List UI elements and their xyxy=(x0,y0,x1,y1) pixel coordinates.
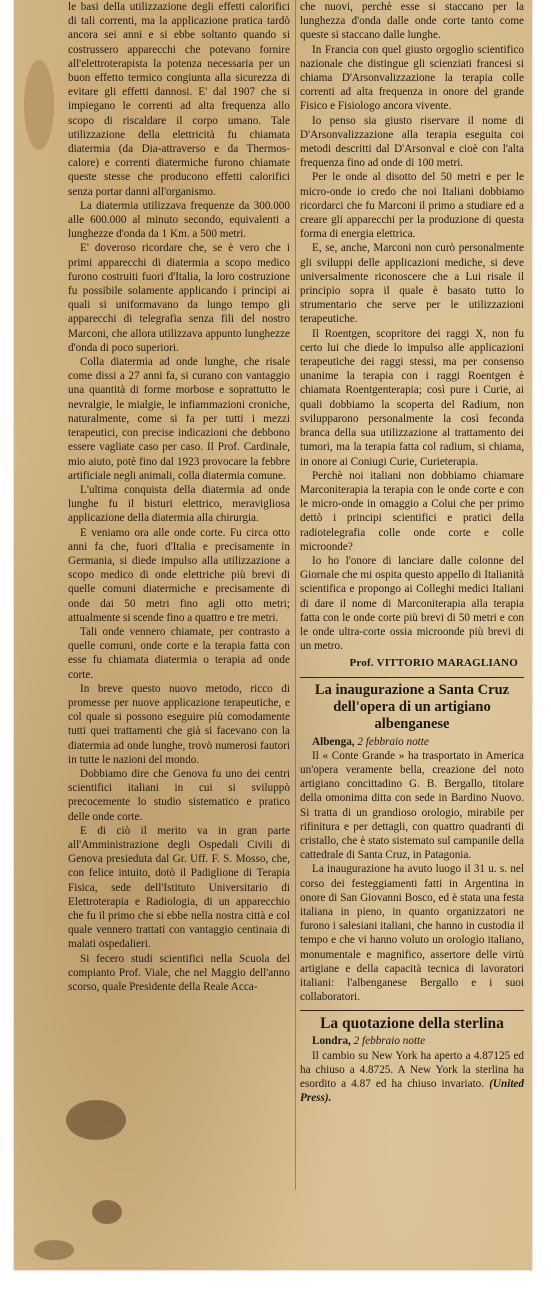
paragraph: che nuovi, perchè esse si staccano per la lunghezza d'onda dalle onde corte tanto come queste si staccano dalle lunghe. xyxy=(300,1,524,42)
dateline-paragraph xyxy=(300,1034,524,1048)
dateline-paragraph xyxy=(300,735,524,749)
paragraph: le basi della utilizzazione degli effetti calorifici di tali correnti, ma la applicazione pratica tardò ancora sei anni e si ebbe soltanto quando si costrussero apparecchi che potevano fornire all'elettroterapista la potenza necessaria per un buon effetto termico congiunta alla sicurezza di evitare gli effetti dannosi. E' dal 1907 che si impiegano le correnti ad alta frequenza allo scopo di riscaldare il corpo umano. Tale utilizzazione della elettricità fu chiamata diatermia (da Dia-attraverso e da Thermos-calore) e correnti diatermiche furono chiamate queste stesse che producono effetti calorifici senza portar danni all'organismo. xyxy=(68,1,290,198)
paragraph: Io ho l'onore di lanciare dalle colonne del Giornale che mi ospita questo appello di Italianità scientifica e propongo ai Colleghi medici Italiani di dare il nome di Marconiterapia alla terapia fatta con le onde corte più brevi di 50 metri e con le onde ultra-corte ossia microonde più brevi di un metro. xyxy=(300,554,524,653)
paragraph: E di ciò il merito va in gran parte all'Amministrazione degli Ospedali Civili di Genova presieduta dal Gr. Uff. F. S. Mosso, che, con felice intuito, dotò il Padiglione di Terapia Fisica, sede dell'Istituto Universitario di Elettroterapia e Radiologia, di un apparecchio che fu il primo che si ebbe nella nostra città e col quale vennero trattati con vantaggio centinaia di malati ospedalieri. xyxy=(68,824,290,951)
dateline-place: Londra, xyxy=(312,1035,351,1048)
paragraph: In breve questo nuovo metodo, ricco di promesse per nuove applicazione terapeutiche, e col quale si possono eseguire più comodamente tutti quei trattamenti che già si facevano con la diatermia ad onde lunghe, trovò numerosi fautori in tutte le nazioni del mondo. xyxy=(68,682,290,766)
paragraph: Il « Conte Grande » ha trasportato in America un'opera veramente bella, creazione del noto artigiano concittadino G. B. Bergallo, titolare della omonima ditta con sede in Bardino Nuovo. Si tratta di un grandioso orologio, mirabile per rifinitura e per dettagli, con quattro quadranti di cristallo, che è stato sistemato sul campanile della cattedrale di Santa Cruz, in Patagonia. xyxy=(300,749,524,862)
right-column xyxy=(300,0,524,1105)
headline-inauguration: La inaugurazione a Santa Cruz dell'opera di un artigiano albenganese xyxy=(314,681,510,732)
paragraph: La diatermia utilizzava frequenze da 300.000 alle 600.000 al minuto secondo, equivalenti a lunghezze d'onda da 1 Km. a 500 metri. xyxy=(68,199,290,241)
author-signature: Prof. VITTORIO MARAGLIANO xyxy=(349,657,518,670)
article-separator xyxy=(300,1010,524,1011)
paragraph: Perchè noi italiani non dobbiamo chiamare Marconiterapia la terapia con le onde corte e con le micro-onde in omaggio a Colui che per primo dettò i principi scientifici e pratici della radiotelegrafia colle onde corte e colle microonde? xyxy=(300,469,524,553)
paragraph: La inaugurazione ha avuto luogo il 31 u. s. nel corso dei festeggiamenti fatti in Argentina in onore di San Giovanni Bosco, ed è stata una festa italiana in pieno, in quanto organizzatori ne furono i salesiani italiani, che hanno in custodia il tempo e che vi hanno voluto un orologio italiano, monumentale e magnifico, assertore delle virtù artigiane e della capacità tecnica di lavoratori italiani: l'albenganese Bergallo e i suoi collaboratori. xyxy=(300,863,524,1004)
paragraph: E veniamo ora alle onde corte. Fu circa otto anni fa che, fuori d'Italia e precisamente in Germania, si diede impulso alla utilizzazione a scopo medico di onde elettriche più brevi di quelle comuni diatermiche e precisamente di onde dai 50 metri fino agli otto metri; attualmente si scende fino a quattro e tre metri. xyxy=(68,526,290,624)
paragraph: Io penso sia giusto riservare il nome di D'Arsonvalizzazione alla terapia eseguita coi metodi descritti dal D'Arsonval e cioè con l'alta frequenza fino ad onde di 100 metri. xyxy=(300,114,524,170)
column-divider xyxy=(295,0,296,1190)
paragraph: Il Roentgen, scopritore dei raggi X, non fu certo lui che diede lo impulso alle applicazioni terapeutiche dei raggi stessi, ma per consenso unanime la terapia con i raggi Roentgen è chiamata Roentgenterapia; così pure i Curie, ai quali dobbiamo la scoperta del Radium, non svilupparono personalmente la così feconda branca della sua utilizzazione al trattamento dei tumori, ma la terapia fatta col radium, si chiama, in onore ai Coniugi Curie, Curieterapia. xyxy=(300,327,524,468)
water-stain xyxy=(24,60,54,150)
paragraph: Per le onde al disotto del 50 metri e per le micro-onde io credo che noi Italiani dobbiamo ricordarci che fu Marconi il primo a studiare ed a creare gli apparecchi per la produzione di questa forma di energia elettrica. xyxy=(300,171,524,241)
dateline-date: 2 febbraio notte xyxy=(357,735,429,748)
burn-stain xyxy=(34,1240,74,1260)
paragraph: L'ultima conquista della diatermia ad onde lunghe fu il bisturi elettrico, meravigliosa applicazione della diatermia alla chirurgia. xyxy=(68,483,290,525)
paragraph: Dobbiamo dire che Genova fu uno dei centri scientifici italiani in cui si sviluppò precocemente lo studio sistematico e pratico delle onde corte. xyxy=(68,767,290,823)
paragraph: In Francia con quel giusto orgoglio scientifico nazionale che distingue gli scienziati francesi si chiama D'Arsonvalizzazione la terapia colle correnti ad alta frequenza in onore del grande Fisico e Fisiologo ancora vivente. xyxy=(300,43,524,113)
burn-stain xyxy=(92,1200,122,1224)
left-column xyxy=(68,0,290,994)
dateline-date: 2 febbraio notte xyxy=(353,1035,426,1048)
paragraph: E' doveroso ricordare che, se è vero che i primi apparecchi di diatermia a scopo medico furono costruiti fuori d'Italia, la loro costruzione fu possibile solamente applicando i principi ai quali si uniformavano da lungo tempo gli apparecchi di telegrafia senza fili del nostro Marconi, che allora utilizzava appunto lunghezze d'onda di poco superiori. xyxy=(68,242,290,354)
paragraph: Si fecero studi scientifici nella Scuola del compianto Prof. Viale, che nel Maggio dell'anno scorso, quale Presidente della Reale Acca- xyxy=(68,952,290,994)
burn-stain xyxy=(66,1100,126,1140)
sterling-text: Il cambio su New York ha aperto a 4.87125 ed ha chiuso a 4.8725. A New York la sterlina ha esordito a 4.87 ed ha chiuso invariato. xyxy=(300,1049,524,1091)
paragraph: Colla diatermia ad onde lunghe, che risale come dissi a 27 anni fa, si curano con vantaggio una quantità di forme morbose e soprattutto le nevralgie, le mialgie, le infiammazioni croniche, naturalmente, come si fa per tutti i mezzi terapeutici, con precise indicazioni che debbono essere vagliate caso per caso. Il Prof. Cardinale, mio aiuto, potè fino dal 1923 provocare la febbre artificiale negli animali, colla diatermia comune. xyxy=(68,356,290,482)
headline-sterling: La quotazione della sterlina xyxy=(320,1015,504,1033)
paragraph: E, se, anche, Marconi non curò personalmente gli sviluppi delle applicazioni mediche, si deve universalmente riconoscere che a Lui risale il principio sopra il quale è basato tutto lo strumentario che serve per le utilizzazioni terapeutiche. xyxy=(300,242,524,326)
paragraph: Tali onde vennero chiamate, per contrasto a quelle comuni, onde corte e la terapia fatta con esse fu chiamata diatermia o terapia ad onde corte. xyxy=(68,625,290,681)
paragraph xyxy=(300,1049,524,1106)
news-agency-credit: (United Press). xyxy=(300,1078,524,1105)
article-separator xyxy=(300,677,524,678)
dateline-place: Albenga, xyxy=(312,735,355,748)
